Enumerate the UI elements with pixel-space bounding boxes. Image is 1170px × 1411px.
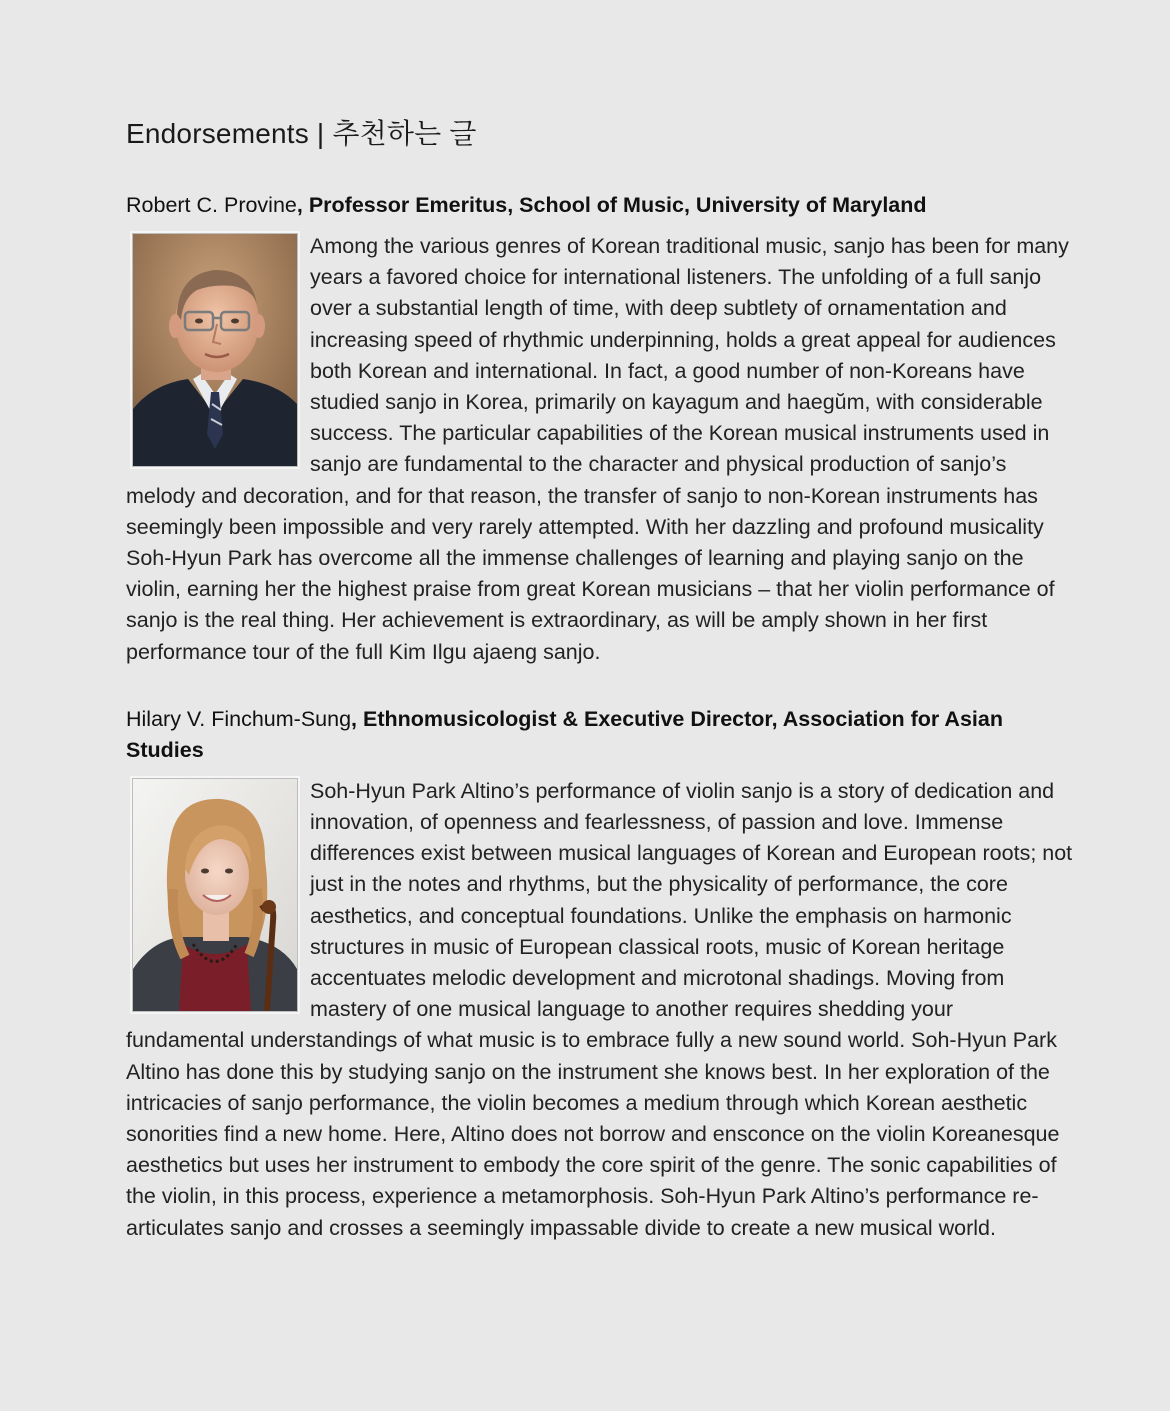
- endorser-separator: ,: [296, 193, 309, 217]
- portrait-woman-image: [133, 779, 297, 1011]
- endorser-role: Professor Emeritus, School of Music, University of Maryland: [308, 193, 927, 217]
- endorsement-text: Among the various genres of Korean traditional music, sanjo has been for many years a favored choice for international listeners. The unfolding of a full sanjo over a substantial length of time, with deep subtlety of ornamentation and increasing speed of rhythmic underpinning, holds a great appeal for audiences both Korean and international. In fact, a good number of non-Koreans have studied sanjo in Korea, primarily on kayagum and haegŭm, with considerable success. The particular capabilities of the Korean musical instruments used in sanjo are fundamental to the character and physical production of sanjo’s melody and decoration, and for that reason, the transfer of sanjo to non-Korean instruments has seemingly been impossible and very rarely attempted. With her dazzling and profound musicality Soh-Hyun Park has overcome all the immense challenges of learning and playing sanjo on the violin, earning her the highest praise from great Korean musicians – that her violin performance of sanjo is the real thing. Her achievement is extraordinary, as will be amply shown in her first performance tour of the full Kim Ilgu ajaeng sanjo.: [126, 234, 1069, 664]
- endorsement-finchum-sung: [126, 704, 1075, 1244]
- endorser-separator: ,: [351, 706, 363, 731]
- endorser-photo: [132, 233, 298, 467]
- endorser-role: Ethnomusicologist & Executive Director, Association for Asian Studies: [126, 706, 1003, 762]
- endorser-name: Robert C. Provine: [126, 193, 297, 217]
- endorser-heading: [126, 190, 1075, 221]
- endorser-photo: [132, 778, 298, 1012]
- portrait-man-image: [133, 234, 297, 466]
- endorser-heading: [126, 704, 1075, 766]
- endorsement-provine: [126, 190, 1075, 668]
- endorsement-text: Soh-Hyun Park Altino’s performance of violin sanjo is a story of dedication and innovation, of openness and fearlessness, of passion and love. Immense differences exist between musical languages of Korean and European roots; not just in the notes and rhythms, but the physicality of performance, the core aesthetics, and conceptual foundations. Unlike the emphasis on harmonic structures in music of European classical roots, music of Korean heritage accentuates melodic development and microtonal shadings. Moving from mastery of one musical language to another requires shedding your fundamental understandings of what music is to embrace fully a new sound world. Soh-Hyun Park Altino has done this by studying sanjo on the instrument she knows best. In her exploration of the intricacies of sanjo performance, the violin becomes a medium through which Korean aesthetic sonorities find a new home. Here, Altino does not borrow and ensconce on the violin Koreanesque aesthetics but uses her instrument to embody the core spirit of the genre. The sonic capabilities of the violin, in this process, experience a metamorphosis. Soh-Hyun Park Altino’s performance re-articulates sanjo and crosses a seemingly impassable divide to create a new musical world.: [126, 778, 1073, 1240]
- page-title: Endorsements | 추천하는 글: [126, 118, 477, 149]
- endorser-name: Hilary V. Finchum-Sung: [126, 706, 352, 731]
